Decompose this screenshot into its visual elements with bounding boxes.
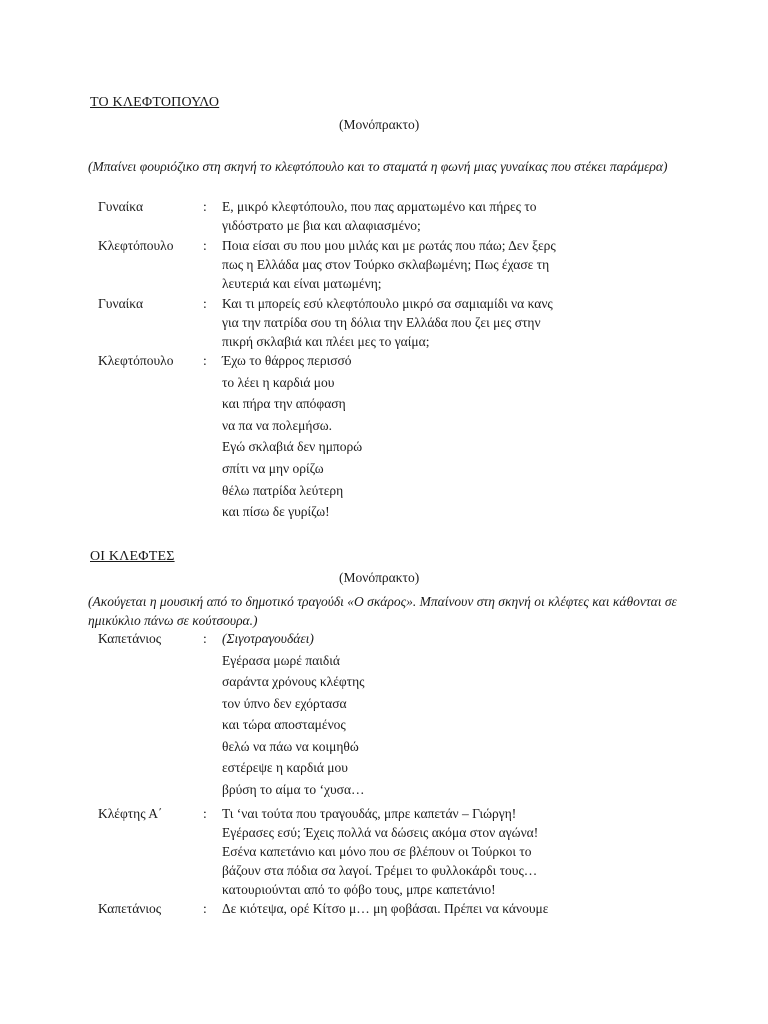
- speaker-name: Γυναίκα: [98, 296, 144, 311]
- inline-stage-direction: (Σιγοτραγουδάει): [222, 631, 314, 646]
- verse-lines: [222, 353, 622, 520]
- speaker-name: Καπετάνιος: [98, 901, 162, 916]
- speaker-name: Καπετάνιος: [98, 631, 162, 646]
- dialogue-line: βάζουν στα πόδια σα λαγοί. Τρέμει το φυλλοκάρδι τους…: [222, 863, 538, 878]
- dialogue-line: λευτεριά και είναι ματωμένη;: [222, 276, 382, 291]
- dialogue-line: για την πατρίδα σου τη δόλια την Ελλάδα που ζει μες στην: [222, 315, 541, 330]
- verse-line: σπίτι να μην ορίζω: [222, 460, 324, 476]
- verse-line: Εγέρασα μωρέ παιδιά: [222, 652, 340, 668]
- verse-line: Έχω το θάρρος περισσό: [222, 353, 352, 368]
- dialogue-line: Τι ‘ναι τούτα που τραγουδάς, μπρε καπετάν – Γιώργη!: [222, 806, 517, 821]
- verse-line: να πα να πολεμήσω.: [222, 417, 332, 433]
- colon-separator: :: [203, 631, 207, 646]
- dialogue-line: Ποια είσαι συ που μου μιλάς και με ρωτάς που πάω; Δεν ξερς: [222, 238, 556, 253]
- dialogue-line: κατουριούνται από το φόβο τους, μπρε καπετάνιο!: [222, 882, 496, 897]
- dialogue-line: Εγέρασες εσύ; Έχεις πολλά να δώσεις ακόμα στον αγώνα!: [222, 825, 539, 840]
- colon-separator: :: [203, 238, 207, 253]
- verse-line: και πίσω δε γυρίζω!: [222, 504, 330, 520]
- colon-separator: :: [203, 353, 207, 368]
- colon-separator: :: [203, 199, 207, 214]
- stage-direction: (Μπαίνει φουριόζικο στη σκηνή το κλεφτόπουλο και το σταματά η φωνή μιας γυναίκας που στέκει παράμερα): [88, 159, 668, 174]
- verse-line: θελώ να πάω να κοιμηθώ: [222, 738, 359, 754]
- dialogue-line: πικρή σκλαβιά και πλέει μες το γαίμα;: [222, 334, 430, 349]
- dialogue-line: πως η Ελλάδα μας στον Τούρκο σκλαβωμένη; Πως έχασε τη: [222, 257, 550, 272]
- stage-direction: (Ακούγεται η μουσική από το δημοτικό τραγούδι «Ο σκάρος». Μπαίνουν στη σκηνή οι κλέφτες και κάθονται σε ημικύκλιο πάνω σε κούτσουρα.): [88, 594, 677, 628]
- play-subtitle-text: (Μονόπρακτο): [339, 570, 420, 585]
- speaker-name: Γυναίκα: [98, 199, 144, 214]
- verse-line: το λέει η καρδιά μου: [222, 374, 335, 390]
- verse-lines: [222, 631, 622, 797]
- dialogue-line: Εσένα καπετάνιο και μόνο που σε βλέπουν οι Τούρκοι το: [222, 844, 532, 859]
- verse-line: σαράντα χρόνους κλέφτης: [222, 674, 365, 689]
- dialogue-lines: [222, 806, 622, 897]
- verse-line: θέλω πατρίδα λεύτερη: [222, 482, 344, 498]
- dialogue-lines: [222, 296, 622, 349]
- colon-separator: :: [203, 901, 207, 916]
- play-subtitle-text: (Μονόπρακτο): [339, 117, 420, 132]
- verse-line: τον ύπνο δεν εχόρτασα: [222, 695, 347, 711]
- dialogue-line: γιδόστρατο με βια και αλαφιασμένο;: [222, 218, 421, 233]
- colon-separator: :: [203, 806, 207, 821]
- speaker-name: Κλεφτόπουλο: [98, 238, 174, 253]
- speaker-name: Κλέφτης Α΄: [98, 806, 163, 821]
- dialogue-line: Ε, μικρό κλεφτόπουλο, που πας αρματωμένο και πήρες το: [222, 199, 537, 214]
- dialogue-lines: [222, 238, 622, 291]
- dialogue-lines: [222, 199, 622, 233]
- dialogue-lines: [222, 901, 622, 920]
- verse-line: και πήρα την απόφαση: [222, 396, 346, 412]
- play-title: ΤΟ ΚΛΕΦΤΟΠΟΥΛΟ: [90, 95, 220, 110]
- verse-line: εστέρεψε η καρδιά μου: [222, 760, 348, 775]
- speaker-name: Κλεφτόπουλο: [98, 353, 174, 368]
- verse-line: Εγώ σκλαβιά δεν ημπορώ: [222, 439, 363, 455]
- play-title: ΟΙ ΚΛΕΦΤΕΣ: [90, 549, 175, 564]
- verse-line: βρύση το αίμα το ‘χυσα…: [222, 781, 365, 797]
- dialogue-line: Δε κιότεψα, ορέ Κίτσο μ… μη φοβάσαι. Πρέπει να κάνουμε: [222, 901, 549, 916]
- verse-line: και τώρα αποσταμένος: [222, 717, 346, 732]
- dialogue-line: Και τι μπορείς εσύ κλεφτόπουλο μικρό σα σαμιαμίδι να κανς: [222, 296, 553, 311]
- colon-separator: :: [203, 296, 207, 311]
